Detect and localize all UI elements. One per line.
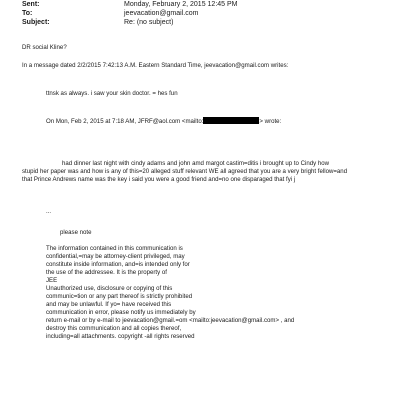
ellipsis: ... (46, 208, 52, 215)
disclaimer-line: destroy this communication and all copies thereof, (46, 325, 182, 332)
disclaimer-line: JEE (46, 277, 58, 284)
to-value: jeevacation@gmail.com (124, 10, 199, 17)
subject-value: Re: (no subject) (124, 19, 174, 26)
disclaimer-line: The information contained in this communication is (46, 245, 183, 252)
message-line: that Prince Andrews name was the key i said you were a good friend and=no one disparaged that fyi j (22, 176, 296, 183)
wrote-prefix: On Mon, Feb 2, 2015 at 7:18 AM, JFRF@aol.com <mailto: (46, 118, 204, 125)
disclaimer-line: communic=tion or any part thereof is strictly prohibited (46, 293, 193, 300)
disclaimer-line: confidential,=may be attorney-client privileged, may (46, 253, 185, 260)
disclaimer-line: the use of the addressee. It is the property of (46, 269, 167, 276)
message-line: had dinner last night with cindy adams and john amd margot castim=ditis i brought up to Cindy how (62, 160, 330, 167)
disclaimer-line: including=all attachments. copyright -all rights reserved (46, 333, 195, 340)
message-line: stupid her paper was and how is any of this=20 alleged stuff relevant WE all agreed that you are a very bright fellow=and (22, 168, 348, 175)
disclaimer-line: return e-mail or by e-mail to jeevacation@gmail.=om <mailto:jeevacation@gmail.com> , and (46, 317, 295, 324)
reply-text: ttnsk as always. i saw your skin doctor. = hes fun (46, 90, 178, 97)
please-note: please note (60, 229, 92, 236)
wrote-line (46, 117, 281, 126)
greeting: DR social Kline? (22, 44, 67, 51)
redaction-block (203, 117, 259, 124)
wrote-suffix: > wrote: (259, 118, 282, 125)
sent-label: Sent: (22, 1, 40, 8)
disclaimer-line: communication in error, please notify us immediately by (46, 309, 196, 316)
subject-label: Subject: (22, 19, 50, 26)
disclaimer-line: Unauthorized use, disclosure or copying of this (46, 285, 173, 292)
disclaimer-line: and may be unlawful. If yo= have received this (46, 301, 172, 308)
sent-value: Monday, February 2, 2015 12:45 PM (124, 1, 238, 8)
disclaimer-line: constitute inside information, and=is intended only for (46, 261, 190, 268)
to-label: To: (22, 10, 33, 17)
quote-intro: In a message dated 2/2/2015 7:42:13 A.M. Eastern Standard Time, jeevacation@gmail.com writes: (22, 62, 289, 69)
